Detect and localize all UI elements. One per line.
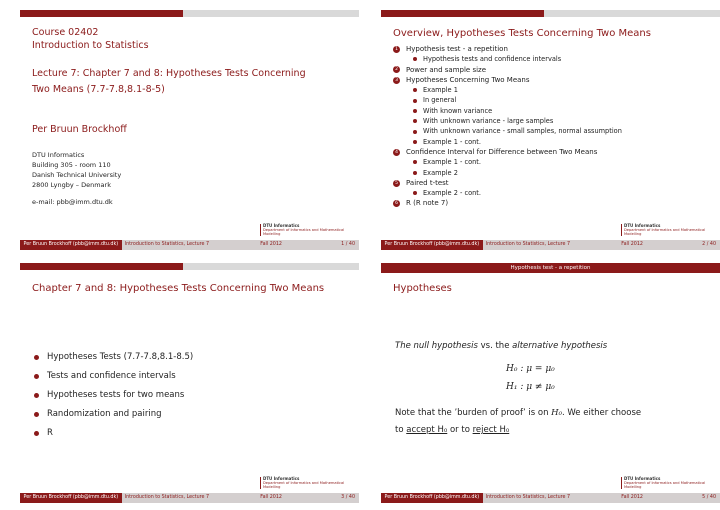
bullet-icon [413,160,417,164]
section-header: Hypothesis test - a repetition [381,263,720,273]
toc-section-label: R (R note 7) [406,199,449,208]
bullet-icon [413,119,417,123]
toc-subsection[interactable] [393,85,713,95]
bullet-text: Tests and confidence intervals [47,371,176,381]
lecture-line1: Lecture 7: Chapter 7 and 8: Hypotheses Tests Concerning [32,68,306,79]
toc-subsection-label: Example 2 [423,168,458,177]
address [32,150,121,190]
toc-subsection[interactable] [393,157,713,167]
dtu-logo [260,477,353,489]
toc-section-label: Power and sample size [406,65,487,74]
toc-subsection[interactable] [393,188,713,198]
course-code: Course 02402 [32,27,99,38]
course-info [32,26,149,52]
bullet-text: Randomization and pairing [47,409,162,419]
bullet-icon [34,431,39,436]
toc-section[interactable] [393,178,713,188]
list-item [34,386,193,405]
bullet-icon [413,130,417,134]
section-number-icon: 5 [393,180,400,187]
toc-subsection-label: With unknown variance - small samples, normal assumption [423,127,622,136]
footer-term: Fall 2012 [621,495,643,500]
toc-subsection-label: With unknown variance - large samples [423,117,554,126]
h1-equation: H₁ : μ ≠ μ₀ [506,382,555,392]
footer-author: Per Bruun Brockhoff (pbb@imm.dtu.dk) [381,240,483,250]
toc-section-label: Hypotheses Concerning Two Means [406,75,530,84]
dtu-logo [621,477,714,489]
lecture-title [32,66,352,98]
alt-hypothesis-text: alternative hypothesis [512,341,608,351]
course-name: Introduction to Statistics [32,40,149,51]
toc-subsection[interactable] [393,116,713,126]
bullet-icon [413,171,417,175]
footer-course: Introduction to Statistics, Lecture 7 [483,240,622,250]
footer [20,493,359,503]
top-bar [381,10,720,17]
lecture-line2: Two Means (7.7-7.8,8.1-8-5) [32,84,165,95]
section-number-icon: 4 [393,149,400,156]
toc-subsection-label: Hypothesis tests and confidence intervals [423,55,562,64]
section-number-icon: 6 [393,200,400,207]
footer [381,493,720,503]
logo-name: DTU Informatics [263,476,300,481]
page-number: 1 / 40 [341,242,355,247]
section-number-icon: 2 [393,66,400,73]
toc-section[interactable] [393,44,713,54]
dtu-logo [621,224,714,236]
logo-dept: Department of Informatics and Mathematical Modelling [624,481,706,489]
bullet-icon [413,57,417,61]
toc-subsection-label: Example 1 [423,86,458,95]
bullet-icon [413,88,417,92]
slide-title [20,10,359,250]
logo-dept: Department of Informatics and Mathematical Modelling [263,481,345,489]
slide-hypotheses [381,263,720,503]
bullet-icon [34,374,39,379]
note-h0: H₀ [551,408,562,418]
top-bar [20,263,359,270]
footer-course: Introduction to Statistics, Lecture 7 [122,240,261,250]
toc-section[interactable] [393,147,713,157]
page-number: 5 / 40 [702,495,716,500]
logo-name: DTU Informatics [624,223,661,228]
page-number: 3 / 40 [341,495,355,500]
logo-name: DTU Informatics [263,223,300,228]
null-hypothesis-text: The null hypothesis [395,341,478,351]
email: e-mail: pbb@imm.dtu.dk [32,198,113,206]
footer [381,240,720,250]
toc-subsection[interactable] [393,126,713,136]
list-item [34,405,193,424]
note-part: . We either choose [562,408,642,418]
footer-term: Fall 2012 [260,242,282,247]
note-part: Note that the ’burden of proof’ is on [395,408,552,418]
bullet-text: R [47,428,53,438]
bullet-icon [34,412,39,417]
list-item [34,367,193,386]
logo-dept: Department of Informatics and Mathematical Modelling [624,228,706,236]
bullet-list [34,348,193,443]
toc-subsection-label: With known variance [423,106,493,115]
slide-title: Hypotheses [393,283,452,294]
toc-section[interactable] [393,198,713,208]
logo-dept: Department of Informatics and Mathematical Modelling [263,228,345,236]
section-number-icon: 3 [393,77,400,84]
reject-text: reject H₀ [472,425,510,435]
note-text [395,405,715,439]
list-item [34,348,193,367]
slide-title: Overview, Hypotheses Tests Concerning Two Means [393,28,651,39]
h0-equation: H₀ : μ = μ₀ [506,364,555,374]
bullet-text: Hypotheses tests for two means [47,390,185,400]
footer-term: Fall 2012 [621,242,643,247]
note-part: or to [447,425,473,435]
footer-course: Introduction to Statistics, Lecture 7 [483,493,622,503]
footer [20,240,359,250]
toc-subsection[interactable] [393,106,713,116]
bullet-icon [413,99,417,103]
footer-term: Fall 2012 [260,495,282,500]
slide-title: Chapter 7 and 8: Hypotheses Tests Concerning Two Means [32,283,325,294]
bullet-icon [413,191,417,195]
toc-section-label: Confidence Interval for Difference between Two Means [406,147,598,156]
author-name: Per Bruun Brockhoff [32,124,127,135]
dtu-logo [260,224,353,236]
vs-text: vs. the [477,341,513,351]
toc-section-label: Hypothesis test - a repetition [406,45,508,53]
bullet-icon [413,140,417,144]
list-item [34,424,193,443]
bullet-icon [34,393,39,398]
address-line: Building 305 - room 110 [32,161,111,169]
bullet-icon [413,109,417,113]
toc-subsection-label: In general [423,96,457,105]
footer-author: Per Bruun Brockhoff (pbb@imm.dtu.dk) [381,493,483,503]
address-line: Danish Technical University [32,171,122,179]
toc-subsection[interactable] [393,95,713,105]
section-number-icon: 1 [393,46,400,53]
footer-course: Introduction to Statistics, Lecture 7 [122,493,261,503]
toc-subsection[interactable] [393,168,713,178]
toc-section-label: Paired t-test [406,178,449,187]
top-bar [20,10,359,17]
toc-subsection-label: Example 2 - cont. [423,189,481,198]
toc-section[interactable] [393,65,713,75]
accept-text: accept H₀ [406,425,448,435]
footer-author: Per Bruun Brockhoff (pbb@imm.dtu.dk) [20,493,122,503]
page-number: 2 / 40 [702,242,716,247]
toc-section[interactable] [393,75,713,85]
slide-overview [381,10,720,250]
footer-author: Per Bruun Brockhoff (pbb@imm.dtu.dk) [20,240,122,250]
slide-chapter [20,263,359,503]
logo-name: DTU Informatics [624,476,661,481]
toc-subsection-label: Example 1 - cont. [423,137,481,146]
lead-text [395,341,607,351]
toc-subsection-label: Example 1 - cont. [423,158,481,167]
note-part: to [395,425,407,435]
toc-subsection[interactable] [393,54,713,64]
toc-subsection[interactable] [393,137,713,147]
bullet-icon [34,355,39,360]
address-line: 2800 Lyngby – Denmark [32,181,111,189]
table-of-contents [393,44,713,209]
bullet-text: Hypotheses Tests (7.7-7.8,8.1-8.5) [47,352,194,362]
address-line: DTU Informatics [32,151,85,159]
